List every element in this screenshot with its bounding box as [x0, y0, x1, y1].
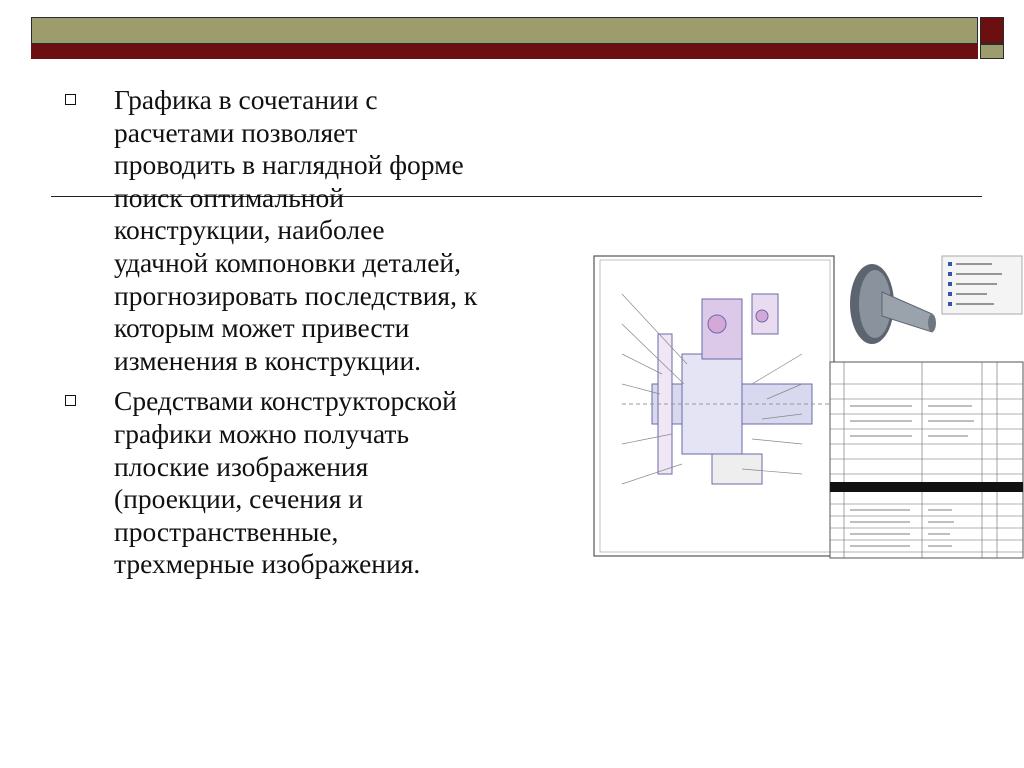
bullet-text: Графика в сочетании с расчетами позволяет проводить в наглядной форме поиск оптимальной конструкции, наиболее удачной компоновки деталей, прогнозировать последствия, к которым может привести изменения в конструкции. — [114, 84, 478, 376]
cad-illustration-svg — [592, 254, 1024, 560]
bullet-item — [62, 385, 582, 581]
cad-drawing-image — [592, 254, 1024, 560]
bullet-text: Средствами конструкторской графики можно получать плоские изображения (проекции, сечения и пространственные, трехмерные изображения. — [114, 385, 457, 580]
header-corner-square-maroon — [980, 17, 1004, 44]
bullet-item — [62, 84, 582, 377]
hollow-square-icon — [65, 94, 76, 105]
bullet-list — [62, 84, 582, 589]
header-olive-bar — [31, 17, 978, 44]
header-maroon-bar — [31, 44, 978, 59]
hollow-square-icon — [65, 395, 76, 406]
header-corner-square-olive — [980, 44, 1004, 59]
